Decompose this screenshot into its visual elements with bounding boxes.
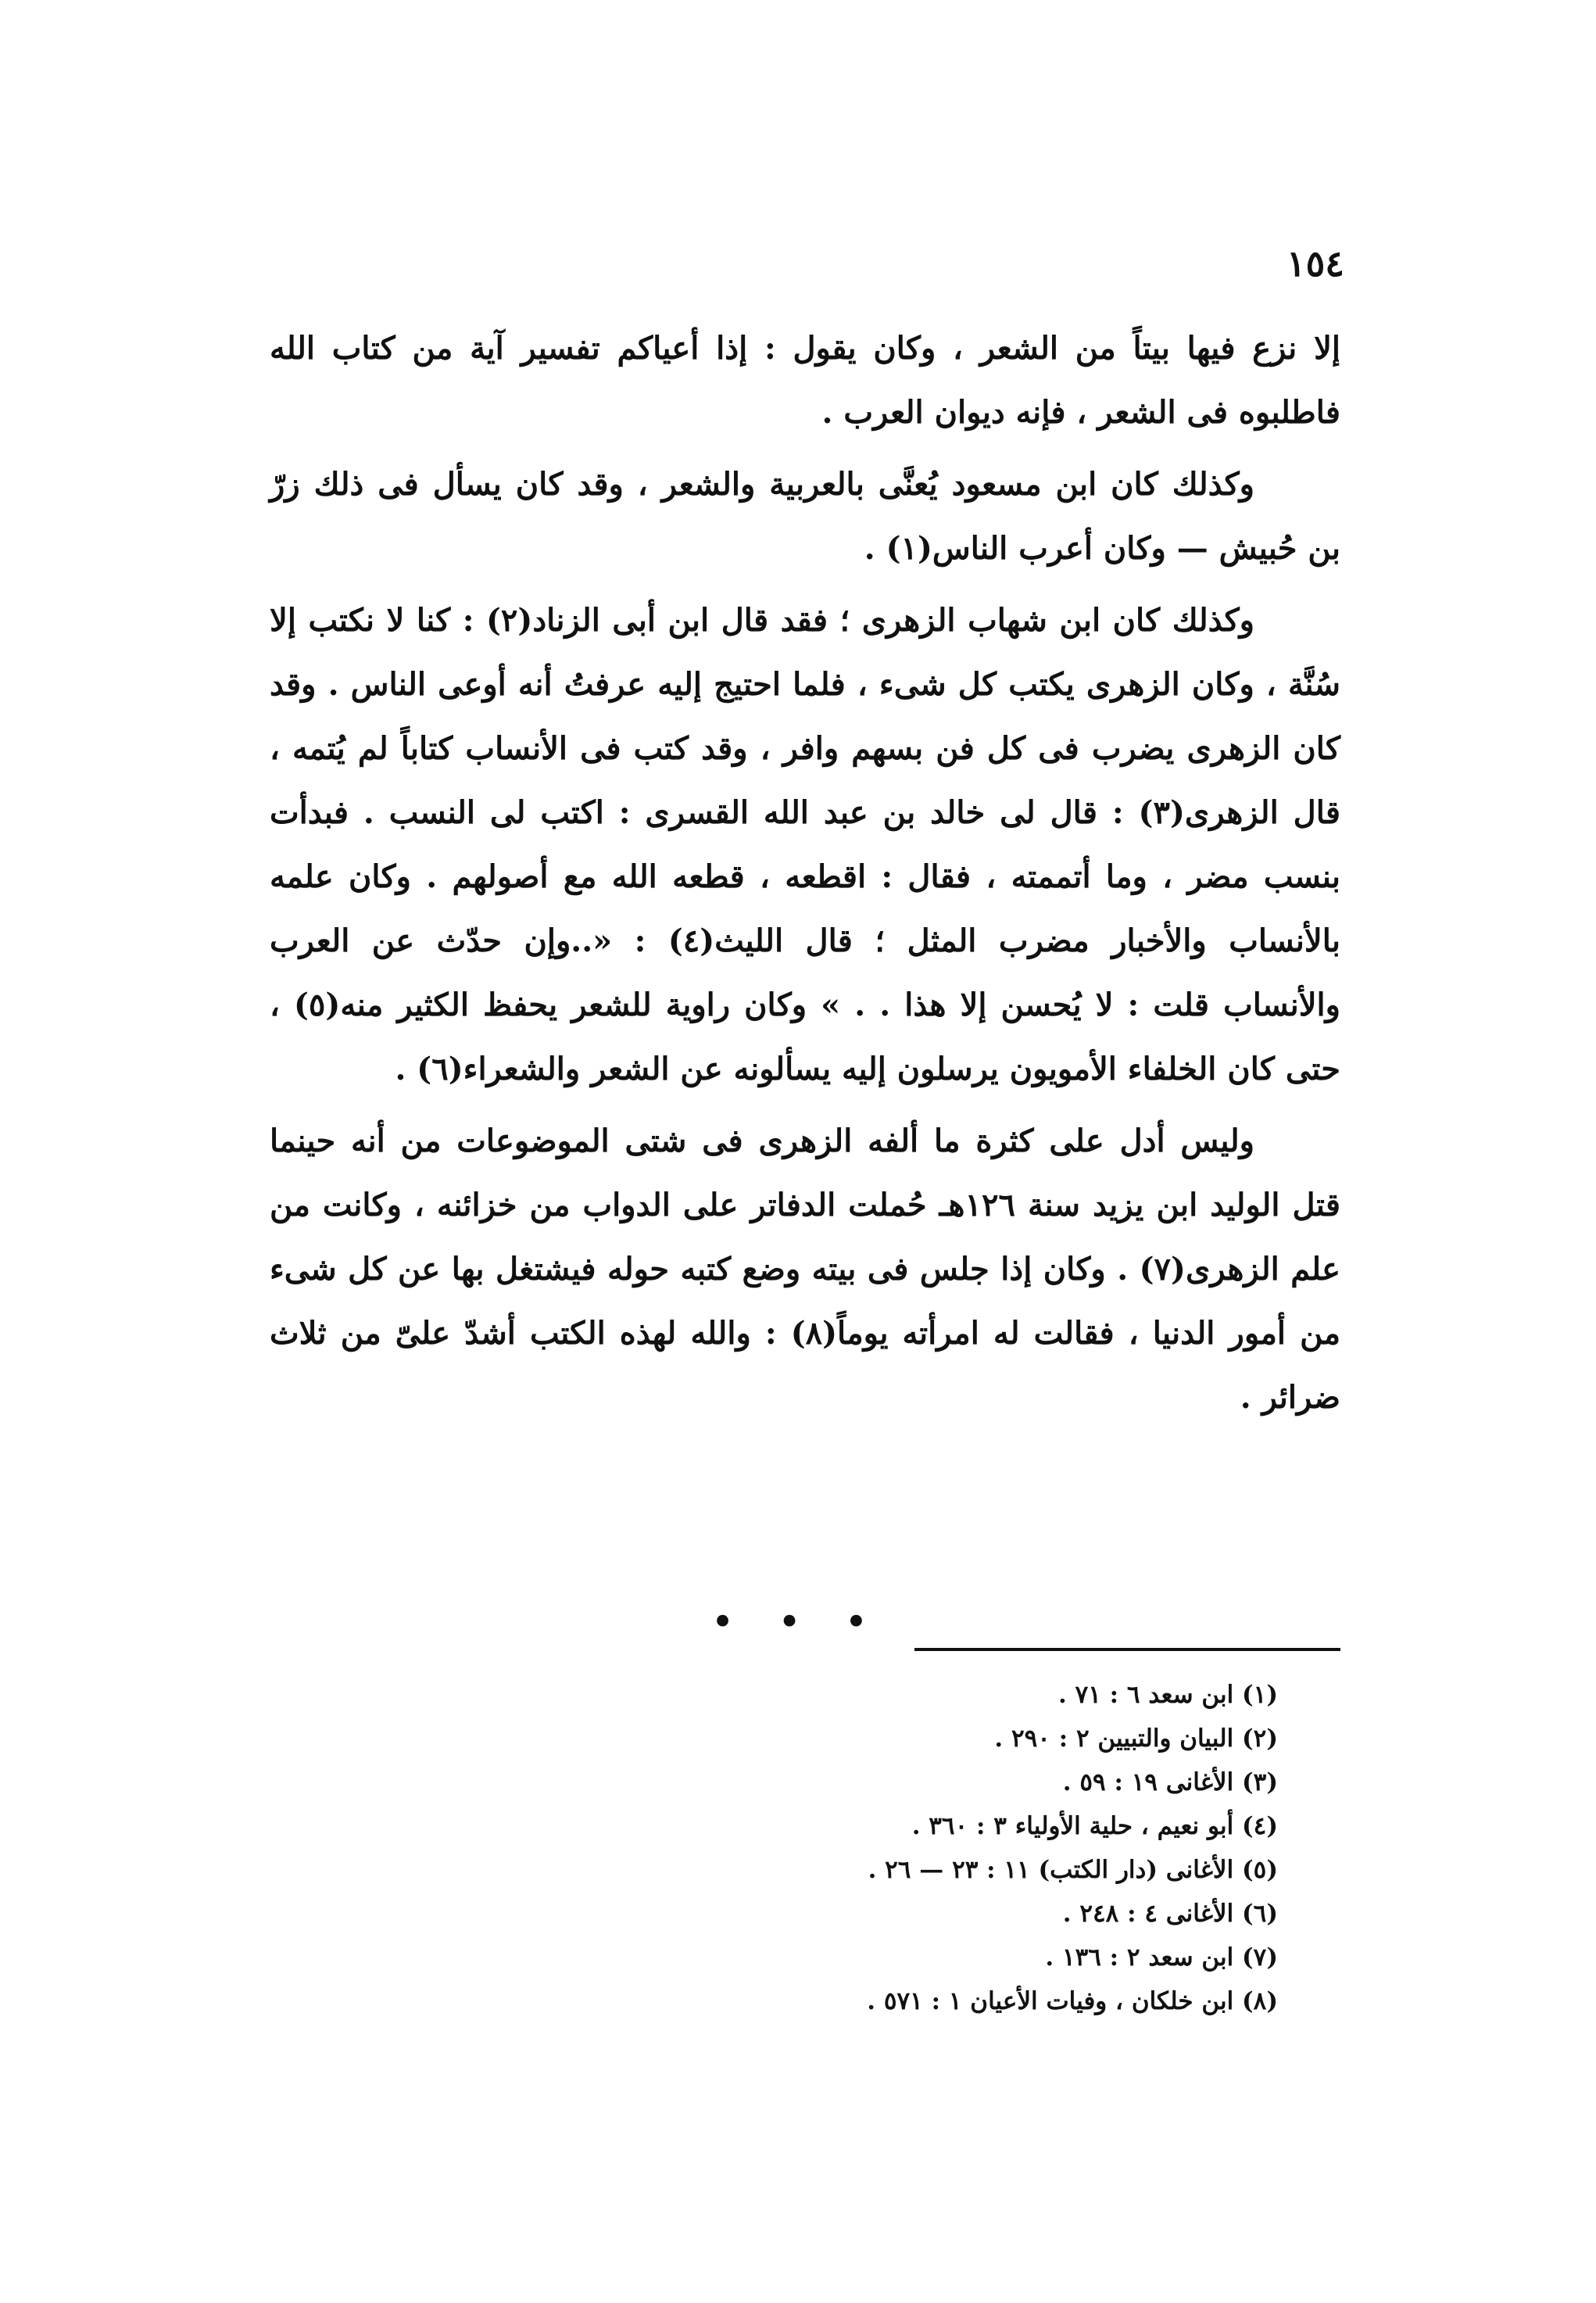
page-number: ١٥٤ — [1286, 242, 1344, 285]
footnote: (٤) أبو نعيم ، حلية الأولياء ٣ : ٣٦٠ . — [911, 1812, 1278, 1840]
paragraph: إلا نزع فيها بيتاً من الشعر ، وكان يقول : إذا أعياكم تفسير آية من كتاب الله فاطلبوه فى الشعر ، فإنه ديوان العرب . — [270, 330, 1340, 431]
footnotes — [625, 1673, 1278, 2023]
footnote: (٢) البيان والتبيين ٢ : ٢٩٠ . — [994, 1725, 1278, 1753]
footnote: (٦) الأغانى ٤ : ٢٤٨ . — [1062, 1900, 1278, 1928]
paragraph: وليس أدل على كثرة ما ألفه الزهرى فى شتى الموضوعات من أنه حينما قتل الوليد ابن يزيد سنة ١٢٦هـ حُملت الدفاتر على الدواب من خزائنه ، وكانت من علم الزهرى(٧) . وكان إذا جلس فى بيته وضع كتبه حوله فيشتغل بها عن كل شىء من أمور الدنيا ، فقالت له امرأته يوماً(٨) : والله لهذه الكتب أشدّ علىّ من ثلاث ضرائر . — [270, 1123, 1340, 1416]
paragraph: وكذلك كان ابن شهاب الزهرى ؛ فقد قال ابن أبى الزناد(٢) : كنا لا نكتب إلا سُنَّة ، وكان الزهرى يكتب كل شىء ، فلما احتيج إليه عرفتُ أنه أوعى الناس . وقد كان الزهرى يضرب فى كل فن بسهم وافر ، وقد كتب فى الأنساب كتاباً لم يُتمه ، قال الزهرى(٣) : قال لى خالد بن عبد الله القسرى : اكتب لى النسب . فبدأت بنسب مضر ، وما أتممته ، فقال : اقطعه ، قطعه الله مع أصولهم . وكان علمه بالأنساب والأخبار مضرب المثل ؛ قال الليث(٤) : «..وإن حدّث عن العرب والأنساب قلت : لا يُحسن إلا هذا . . » وكان راوية للشعر يحفظ الكثير منه(٥) ، حتى كان الخلفاء الأمويون يرسلون إليه يسألونه عن الشعر والشعراء(٦) . — [270, 602, 1341, 1087]
footnote: (٣) الأغانى ١٩ : ٥٩ . — [1062, 1768, 1278, 1796]
footnote: (١) ابن سعد ٦ : ٧١ . — [1057, 1681, 1278, 1709]
footnote: (٧) ابن سعد ٢ : ١٣٦ . — [1045, 1943, 1278, 1972]
section-separator: • • • — [712, 1603, 884, 1641]
footnote-divider — [914, 1648, 1340, 1651]
footnote: (٨) ابن خلكان ، وفيات الأعيان ١ : ٥٧١ . — [867, 1987, 1278, 2015]
footnote: (٥) الأغانى (دار الكتب) ١١ : ٢٣ — ٢٦ . — [868, 1856, 1278, 1884]
paragraph: وكذلك كان ابن مسعود يُعنَّى بالعربية والشعر ، وقد كان يسأل فى ذلك زرّ بن حُبيش — وكان أعرب الناس(١) . — [270, 466, 1340, 567]
body-text — [270, 317, 1340, 1438]
